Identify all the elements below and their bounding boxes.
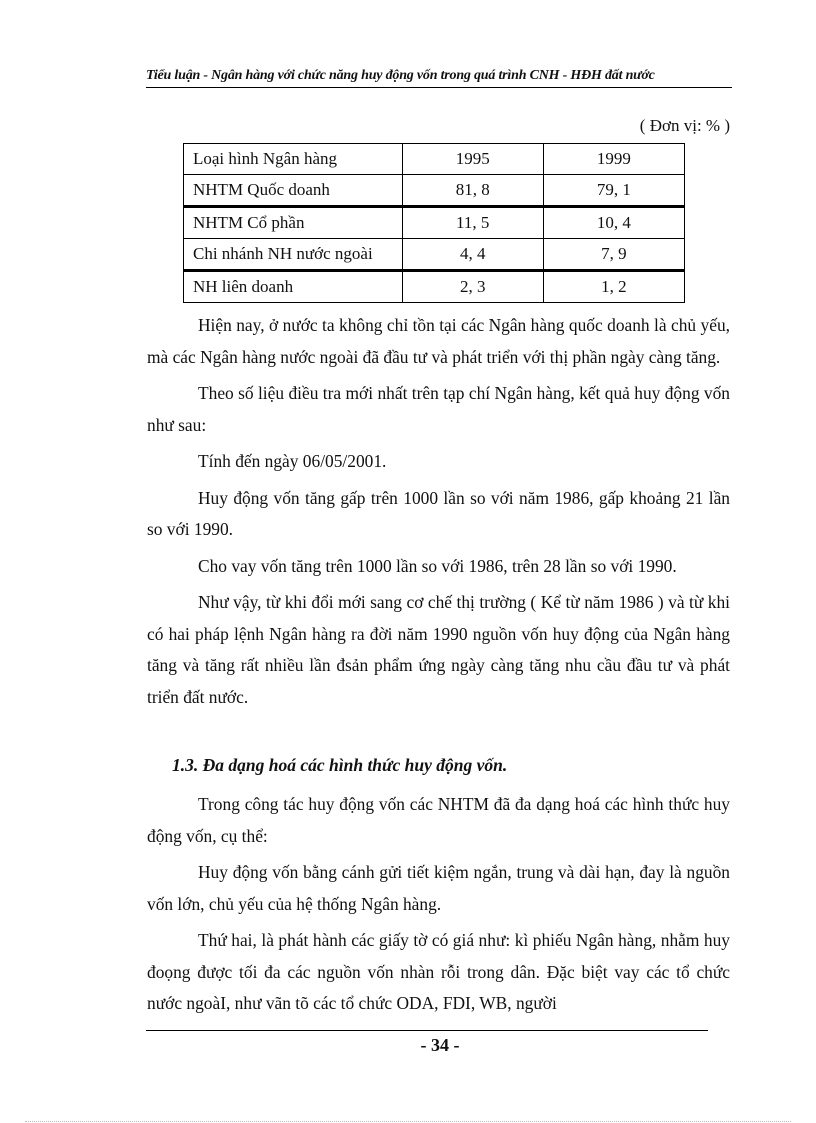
table-row xyxy=(184,239,685,271)
bank-share-table xyxy=(183,143,685,303)
column-header-bank-type: Loại hình Ngân hàng xyxy=(184,144,403,175)
table-cell: 1, 2 xyxy=(543,271,684,303)
table-row xyxy=(184,207,685,239)
table-cell: 11, 5 xyxy=(402,207,543,239)
table-cell: 7, 9 xyxy=(543,239,684,271)
paragraph: Theo số liệu điều tra mới nhất trên tạp chí Ngân hàng, kết quả huy động vốn như sau: xyxy=(147,383,730,435)
table-cell: NHTM Quốc doanh xyxy=(184,175,403,207)
body-text-bottom xyxy=(147,789,730,1020)
paragraph: Cho vay vốn tăng trên 1000 lần so với 1986, trên 28 lần so với 1990. xyxy=(198,555,677,576)
paragraph: Tính đến ngày 06/05/2001. xyxy=(198,451,387,471)
paragraph: Thứ hai, là phát hành các giấy tờ có giá như: kì phiếu Ngân hàng, nhằm huy đoọng được tối đa các nguồn vốn nhàn rỗi trong dân. Đặc biệt vay các tổ chức nước ngoàI, như vãn tõ các tổ chức ODA, FDI, WB, người xyxy=(147,930,730,1013)
table-unit-note: ( Đơn vị: % ) xyxy=(639,116,730,135)
table-cell: 81, 8 xyxy=(402,175,543,207)
paragraph: Trong công tác huy động vốn các NHTM đã đa dạng hoá các hình thức huy động vốn, cụ thể: xyxy=(147,794,730,846)
paragraph: Như vậy, từ khi đổi mới sang cơ chế thị trường ( Kể từ năm 1986 ) và từ khi có hai pháp lệnh Ngân hàng ra đời năm 1990 nguồn vốn huy động của Ngân hàng tăng và tăng rất nhiều lần đsản phẩm ứng ngày càng tăng nhu cầu đầu tư và phát triển đất nước. xyxy=(147,592,730,707)
section-heading: 1.3. Đa dạng hoá các hình thức huy động vốn. xyxy=(172,755,508,775)
paragraph: Huy động vốn bằng cánh gửi tiết kiệm ngắn, trung và dài hạn, đay là nguồn vốn lớn, chủ yếu của hệ thống Ngân hàng. xyxy=(147,862,730,914)
table-cell: 79, 1 xyxy=(543,175,684,207)
table-cell: 4, 4 xyxy=(402,239,543,271)
page-edge-dotted-line xyxy=(25,1121,791,1122)
table-cell: NHTM Cổ phần xyxy=(184,207,403,239)
paragraph: Hiện nay, ở nước ta không chỉ tồn tại các Ngân hàng quốc doanh là chủ yếu, mà các Ngân hàng nước ngoài đã đầu tư và phát triển với thị phần ngày càng tăng. xyxy=(147,315,730,367)
table-cell: 10, 4 xyxy=(543,207,684,239)
table-header-row xyxy=(184,144,685,175)
table-cell: NH liên doanh xyxy=(184,271,403,303)
table-cell: 2, 3 xyxy=(402,271,543,303)
body-text-top xyxy=(147,310,730,713)
column-header-1999: 1999 xyxy=(543,144,684,175)
page-number: - 34 - xyxy=(420,1035,460,1055)
paragraph: Huy động vốn tăng gấp trên 1000 lần so với năm 1986, gấp khoảng 21 lần so với 1990. xyxy=(147,487,730,539)
table-cell: Chi nhánh NH nước ngoài xyxy=(184,239,403,271)
footer-rule xyxy=(146,1030,708,1031)
running-header: Tiểu luận - Ngân hàng với chức năng huy động vốn trong quá trình CNH - HĐH đất nước xyxy=(146,68,655,83)
column-header-1995: 1995 xyxy=(402,144,543,175)
table-row xyxy=(184,175,685,207)
header-rule xyxy=(146,87,732,88)
table-row xyxy=(184,271,685,303)
